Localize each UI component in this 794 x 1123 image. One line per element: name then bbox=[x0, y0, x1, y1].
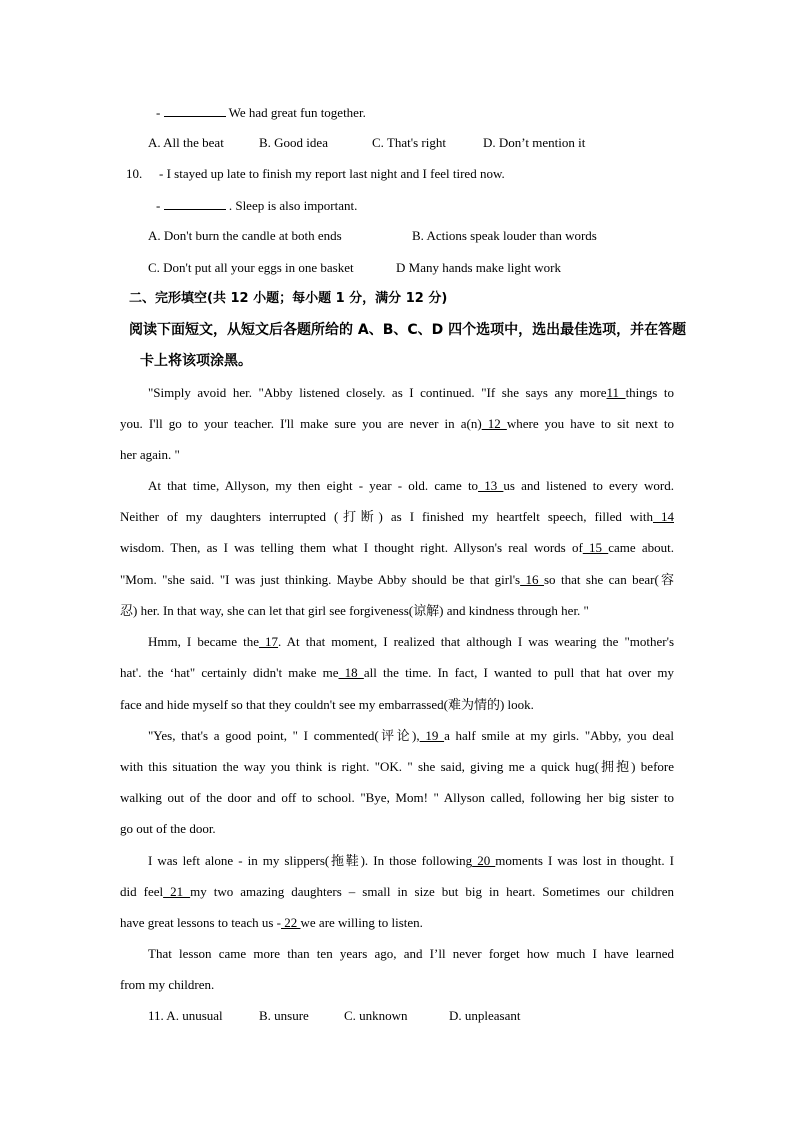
passage-line: "Simply avoid her. "Abby listened closely. as I continued. "If she says any more11 things to bbox=[148, 385, 674, 400]
passage-line: Hmm, I became the 17. At that moment, I realized that although I was wearing the "mother's bbox=[148, 634, 675, 649]
passage-line: you. I'll go to your teacher. I'll make sure you are never in a(n) 12 where you have to sit next to bbox=[120, 416, 675, 431]
blank-14: 14 bbox=[653, 509, 674, 524]
passage-line: Neither of my daughters interrupted (打断) as I finished my heartfelt speech, filled with 14 bbox=[120, 509, 674, 524]
blank-16: 16 bbox=[520, 572, 544, 587]
blank-21: 21 bbox=[163, 884, 191, 899]
passage-line: At that time, Allyson, my then eight - year - old. came to 13 us and listened to every word. bbox=[148, 478, 675, 493]
q10-line2: - . Sleep is also important. bbox=[156, 198, 358, 213]
blank-17: 17 bbox=[258, 634, 279, 649]
q9-option-b: B. Good idea bbox=[259, 135, 328, 150]
passage-line: I was left alone - in my slippers(拖鞋). In those following 20 moments I was lost in thought. I bbox=[148, 853, 674, 868]
q9-stem: - We had great fun together. bbox=[156, 105, 366, 120]
blank-19: 19 bbox=[419, 728, 445, 743]
q10-option-c: C. Don't put all your eggs in one basket bbox=[148, 260, 354, 275]
passage-line: did feel 21 my two amazing daughters – small in size but big in heart. Sometimes our children bbox=[120, 884, 675, 899]
answer-blank bbox=[164, 103, 226, 117]
q9-option-a: A. All the beat bbox=[148, 135, 224, 150]
answer-blank bbox=[164, 196, 226, 210]
blank-12: 12 bbox=[481, 416, 507, 431]
passage-line: from my children. bbox=[120, 977, 215, 992]
q10-option-d: D Many hands make light work bbox=[396, 260, 562, 275]
passage-line: walking out of the door and off to school. "Bye, Mom! " Allyson called, following her big sister to bbox=[120, 790, 674, 805]
q11-option-b: B. unsure bbox=[259, 1008, 309, 1023]
passage-line: "Mom. "she said. "I was just thinking. Maybe Abby should be that girl's 16 so that she can bear(容 bbox=[120, 572, 675, 587]
q11-option-c: C. unknown bbox=[344, 1008, 408, 1023]
q10-number: 10. bbox=[126, 166, 143, 181]
q10-option-b: B. Actions speak louder than words bbox=[412, 228, 597, 243]
section-instruction: 阅读下面短文，从短文后各题所给的 A、B、C、D 四个选项中，选出最佳选项，并在答题 bbox=[129, 322, 687, 338]
blank-22: 22 bbox=[281, 915, 301, 930]
passage-line: with this situation the way you think is right. "OK. " she said, giving me a quick hug(拥抱) before bbox=[120, 759, 674, 774]
q11-option-a: 11. A. unusual bbox=[148, 1008, 223, 1023]
blank-13: 13 bbox=[478, 478, 504, 493]
q11-option-d: D. unpleasant bbox=[449, 1008, 521, 1023]
passage-line: That lesson came more than ten years ago, and I’ll never forget how much I have learned bbox=[148, 946, 674, 961]
blank-18: 18 bbox=[338, 665, 364, 680]
passage-line: "Yes, that's a good point, " I commented(评论), 19 a half smile at my girls. "Abby, you deal bbox=[148, 728, 674, 743]
section-title: 二、完形填空(共 12 小题；每小题 1 分，满分 12 分) bbox=[129, 291, 448, 306]
q9-option-c: C. That's right bbox=[372, 135, 446, 150]
blank-15: 15 bbox=[582, 540, 609, 555]
passage-line: 忍) her. In that way, she can let that girl see forgiveness(谅解) and kindness through her. " bbox=[120, 603, 589, 618]
q10-option-a: A. Don't burn the candle at both ends bbox=[148, 228, 342, 243]
passage-line: wisdom. Then, as I was telling them what I thought right. Allyson's real words of 15 came about. bbox=[120, 540, 675, 555]
passage-line: hat'. the ‘hat" certainly didn't make me 18 all the time. In fact, I wanted to pull that hat over my bbox=[120, 665, 674, 680]
q9-option-d: D. Don’t mention it bbox=[483, 135, 586, 150]
passage-line: have great lessons to teach us - 22 we are willing to listen. bbox=[120, 915, 423, 930]
passage-line: go out of the door. bbox=[120, 821, 216, 836]
passage-line: her again. " bbox=[120, 447, 180, 462]
blank-11: 11 bbox=[606, 385, 626, 400]
blank-20: 20 bbox=[472, 853, 496, 868]
q10-line1: - I stayed up late to finish my report last night and I feel tired now. bbox=[159, 166, 505, 181]
section-instruction-cont: 卡上将该项涂黑。 bbox=[140, 353, 252, 369]
passage-line: face and hide myself so that they couldn't see my embarrassed(难为情的) look. bbox=[120, 697, 534, 712]
